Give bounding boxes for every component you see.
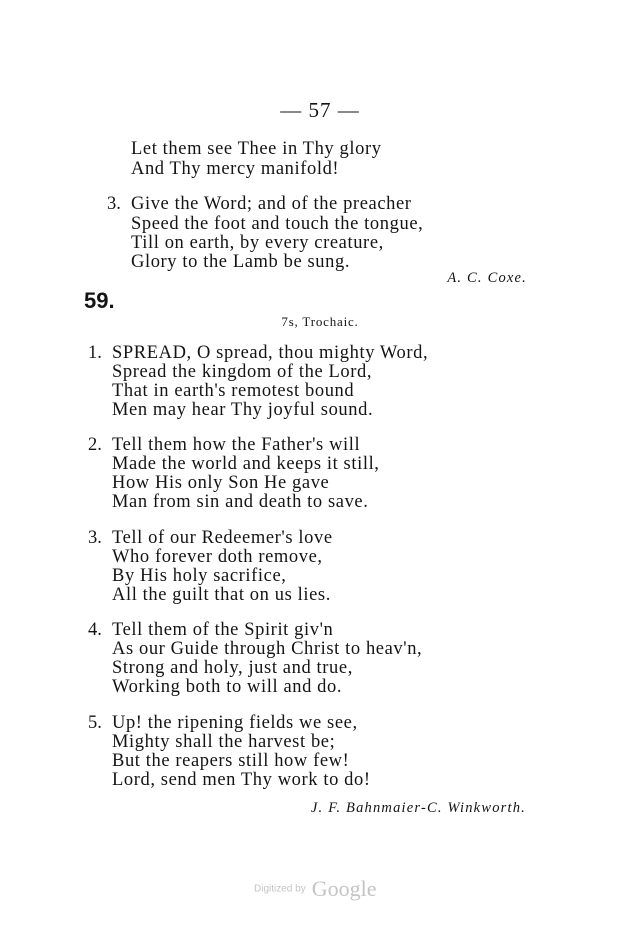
stanza-number: 3.	[107, 194, 121, 214]
verse-line: Men may hear Thy joyful sound.	[112, 400, 374, 420]
digitized-watermark	[254, 876, 376, 902]
hymn-meter: 7s, Trochaic.	[281, 314, 359, 329]
verse-line: Strong and holy, just and true,	[112, 658, 353, 678]
google-logo: Google	[311, 876, 377, 901]
verse-line: Man from sin and death to save.	[112, 492, 369, 512]
verse-line: Working both to will and do.	[112, 677, 343, 697]
verse-line: Glory to the Lamb be sung.	[131, 252, 351, 272]
watermark-prefix: Digitized by	[254, 883, 306, 895]
verse-line: Tell of our Redeemer's love	[112, 528, 333, 548]
verse-line: Till on earth, by every creature,	[131, 233, 384, 253]
verse-line: SPREAD, O spread, thou mighty Word,	[112, 343, 429, 363]
verse-line: Tell them of the Spirit giv'n	[112, 620, 334, 640]
verse-line: Let them see Thee in Thy glory	[131, 139, 382, 159]
verse-line: All the guilt that on us lies.	[112, 585, 331, 605]
verse-line: Speed the foot and touch the tongue,	[131, 214, 424, 234]
author-attribution: J. F. Bahnmaier-C. Winkworth.	[310, 800, 526, 816]
verse-line: How His only Son He gave	[112, 473, 330, 493]
verse-line: Who forever doth remove,	[112, 547, 323, 567]
verse-line: Lord, send men Thy work to do!	[112, 770, 371, 790]
verse-line: Up! the ripening fields we see,	[112, 713, 358, 733]
hymn-number: 59.	[84, 288, 115, 313]
verse-line: Give the Word; and of the preacher	[131, 194, 412, 214]
stanza-number: 2.	[88, 435, 102, 455]
stanza-number: 3.	[88, 528, 102, 548]
verse-line: That in earth's remotest bound	[112, 381, 355, 401]
verse-line: Mighty shall the harvest be;	[112, 732, 336, 752]
verse-line: And Thy mercy manifold!	[131, 159, 340, 179]
stanza-number: 5.	[88, 713, 102, 733]
verse-line: Spread the kingdom of the Lord,	[112, 362, 373, 382]
stanza-number: 4.	[88, 620, 102, 640]
verse-line: By His holy sacrifice,	[112, 566, 287, 586]
verse-line: As our Guide through Christ to heav'n,	[112, 639, 423, 659]
verse-line: Made the world and keeps it still,	[112, 454, 380, 474]
verse-line: But the reapers still how few!	[112, 751, 350, 771]
stanza-number: 1.	[88, 343, 102, 363]
verse-line: Tell them how the Father's will	[112, 435, 361, 455]
page-number: — 57 —	[280, 98, 360, 122]
author-attribution: A. C. Coxe.	[447, 270, 527, 286]
